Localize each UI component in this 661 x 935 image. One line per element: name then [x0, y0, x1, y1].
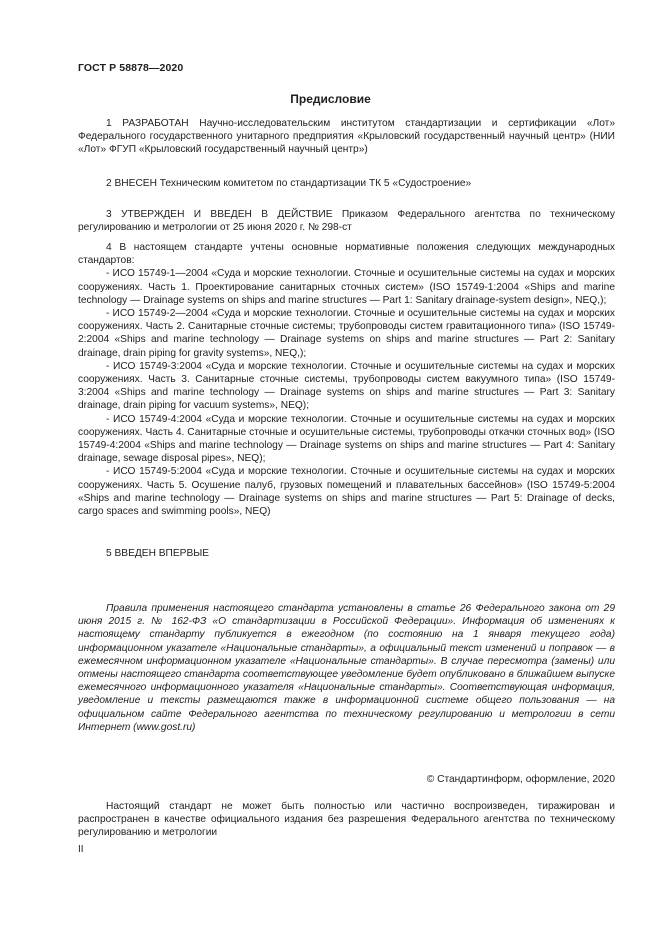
list-item: - ИСО 15749-3:2004 «Суда и морские технологии. Сточные и осушительные системы на судах и морских сооружениях. Часть 3. Санитарные сточные системы, трубопроводы систем вакуумного типа» (ISO 15749-3:2004 «Ships and marine technology — Drainage systems on ships and marine structures — Part 3: Sanitary drainage, drain piping for vacuum systems», NEQ);	[78, 360, 615, 412]
reproduction-notice: Настоящий стандарт не может быть полностью или частично воспроизведен, тиражирован и распространен в качестве официального издания без разрешения Федерального агентства по техническому регулированию и метрологии	[78, 801, 615, 839]
page-number: II	[78, 844, 84, 855]
copyright: © Стандартинформ, оформление, 2020	[426, 774, 615, 785]
standard-id: ГОСТ Р 58878—2020	[78, 62, 184, 74]
rules-notice: Правила применения настоящего стандарта установлены в статье 26 Федерального закона от 29 июня 2015 г. № 162-ФЗ «О стандартизации в Российской Федерации». Информация об изменениях к настоящему стандарту публикуется в ежегодном (по состоянию на 1 января текущего года) информационном указателе «Национальные стандарты», а официальный текст изменений и поправок — в ежемесячном информационном указателе «Национальные стандарты». В случае пересмотра (замены) или отмены настоящего стандарта соответствующее уведомление будет опубликовано в ближайшем выпуске ежемесячного информационного указателя «Национальные стандарты». Соответствующая информация, уведомление и тексты размещаются также в информационной системе общего пользования — на официальном сайте Федерального агентства по техническому регулированию и метрологии в сети Интернет (www.gost.ru)	[78, 603, 615, 733]
item4-intro: 4 В настоящем стандарте учтены основные нормативные положения следующих международных стандартов:	[78, 242, 615, 267]
list-item: - ИСО 15749-4:2004 «Суда и морские технологии. Сточные и осушительные системы на судах и морских сооружениях. Часть 4. Санитарные сточные и осушительные системы, трубопроводы откачки сточных вод» (ISO 15749-4:2004 «Ships and marine technology — Drainage systems on ships and marine structures — Part 4: Sanitary drainage, sewage disposal pipes», NEQ);	[78, 413, 615, 465]
preface-item-5: 5 ВВЕДЕН ВПЕРВЫЕ	[106, 548, 210, 559]
preface-item-3: 3 УТВЕРЖДЕН И ВВЕДЕН В ДЕЙСТВИЕ Приказом Федерального агентства по техническому регулированию и метрологии от 25 июня 2020 г. № 298-ст	[78, 209, 615, 234]
list-item: - ИСО 15749-2—2004 «Суда и морские технологии. Сточные и осушительные системы на судах и морских сооружениях. Часть 2. Санитарные сточные системы; трубопроводы систем гравитационного типа» (ISO 15749-2:2004 «Ships and marine technology — Drainage systems on ships and marine structures — Part 2: Sanitary drainage, drain piping for gravity systems», NEQ,);	[78, 308, 615, 359]
preface-title: Предисловие	[290, 92, 371, 106]
list-item: - ИСО 15749-1—2004 «Суда и морские технологии. Сточные и осушительные системы на судах и морских сооружениях. Часть 1. Проектирование санитарных сточных систем» (ISO 15749-1:2004 «Ships and marine technology — Drainage systems on ships and marine structures — Part 1: Sanitary drainage-system design», NEQ,);	[78, 268, 615, 306]
preface-item-1: 1 РАЗРАБОТАН Научно-исследовательским институтом стандартизации и сертификации «Лот» Федерального государственного унитарного предприятия «Крыловский государственный научный центр» (НИИ «Лот» ФГУП «Крыловский государственный научный центр»)	[78, 118, 615, 156]
preface-item-4	[78, 241, 615, 518]
preface-item-2: 2 ВНЕСЕН Техническим комитетом по стандартизации ТК 5 «Судостроение»	[106, 178, 472, 189]
list-item: - ИСО 15749-5:2004 «Суда и морские технологии. Сточные и осушительные системы на судах и морских сооружениях. Часть 5. Осушение палуб, грузовых помещений и плавательных бассейнов» (ISO 15749-5:2004 «Ships and marine technology — Drainage systems on ships and marine structures — Part 5: Drainage of decks, cargo spaces and swimming pools», NEQ)	[78, 466, 615, 518]
